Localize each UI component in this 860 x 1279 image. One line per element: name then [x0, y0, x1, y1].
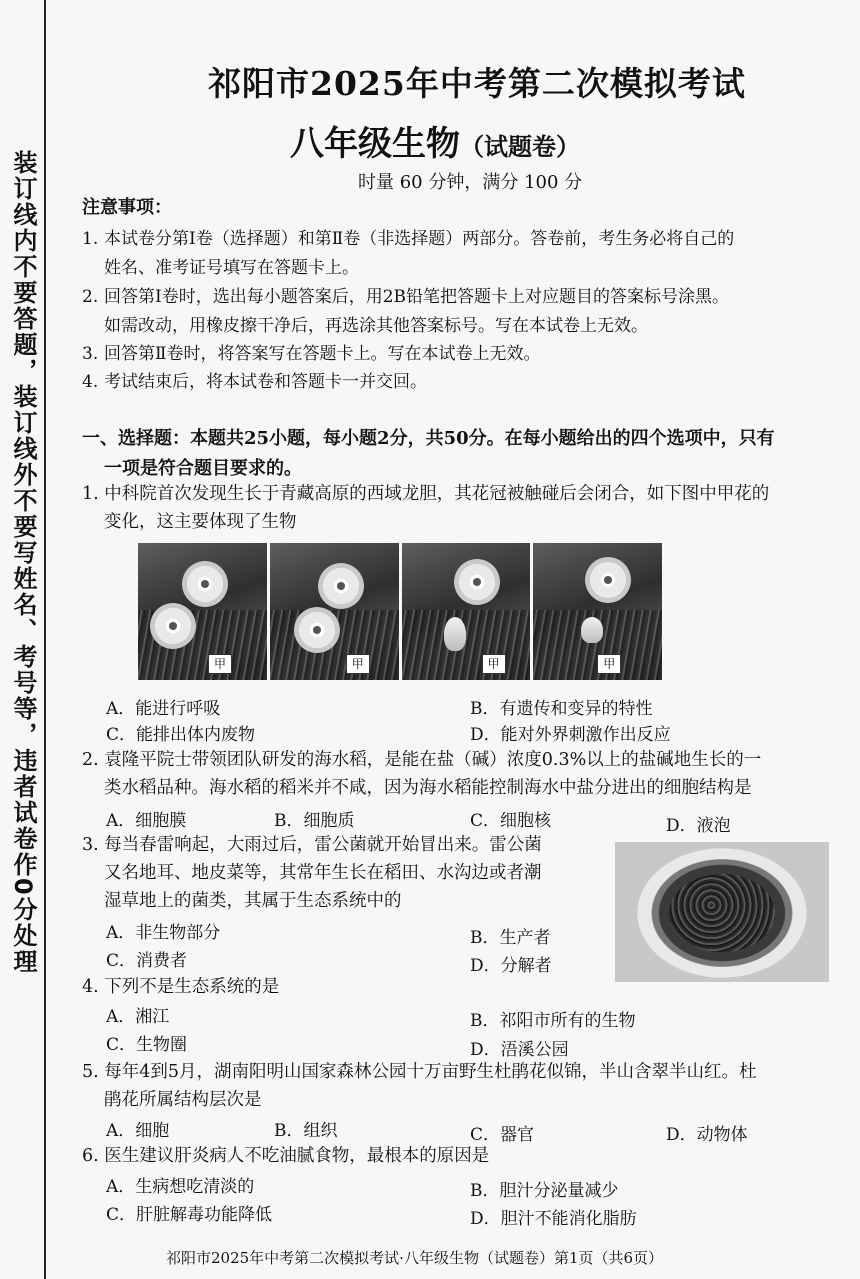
section-heading: 一、选择题：本题共25小题，每小题2分，共50分。在每小题给出的四个选项中，只有 一项是符合题目要求的。 — [82, 428, 775, 479]
binding-margin — [0, 0, 56, 1279]
option-c: C．细胞核 — [470, 811, 552, 831]
option-c: C．器官 — [470, 1125, 535, 1145]
option-d: D．动物体 — [666, 1125, 748, 1145]
note-item: 2. 回答第Ⅰ卷时，选出每小题答案后，用2B铅笔把答题卡上对应题目的答案标号涂黑。 如需改动，用橡皮擦干净后，再选涂其他答案标号。写在本试卷上无效。 — [82, 287, 730, 336]
gentian-flower-photos — [138, 543, 662, 680]
photo-tag: 甲 — [482, 654, 506, 674]
notes-heading: 注意事项： — [82, 197, 172, 218]
option-a: A．细胞 — [106, 1121, 170, 1141]
option-b: B．生产者 — [470, 928, 551, 948]
option-d: D．分解者 — [470, 956, 552, 976]
option-a: A．非生物部分 — [106, 923, 221, 943]
option-a: A．细胞膜 — [106, 811, 187, 831]
note-item: 1. 本试卷分第Ⅰ卷（选择题）和第Ⅱ卷（非选择题）两部分。答卷前，考生务必将自己的 姓名、准考证号填写在答题卡上。 — [82, 229, 735, 278]
photo-tag: 甲 — [597, 654, 621, 674]
option-c: C．能排出体内废物 — [106, 725, 256, 745]
option-d: D．能对外界刺激作出反应 — [470, 725, 671, 745]
subject-name: 八年级生物 — [290, 124, 460, 164]
option-a: A．能进行呼吸 — [106, 699, 221, 719]
note-item: 4. 考试结束后，将本试卷和答题卡一并交回。 — [82, 372, 427, 392]
option-c: C．生物圈 — [106, 1035, 188, 1055]
exam-meta: 时量 60 分钟，满分 100 分 — [358, 172, 583, 193]
option-c: C．肝脏解毒功能降低 — [106, 1205, 273, 1225]
photo-tag: 甲 — [346, 654, 370, 674]
option-a: A．湘江 — [106, 1007, 170, 1027]
option-b: B．胆汁分泌量减少 — [470, 1181, 619, 1201]
question-1-stem: 1. 中科院首次发现生长于青藏高原的西域龙胆，其花冠被触碰后会闭合，如下图中甲花的 变化，这主要体现了生物 — [82, 484, 770, 532]
subject-title — [290, 116, 580, 165]
option-b: B．有遗传和变异的特性 — [470, 699, 653, 719]
question-6-stem: 6. 医生建议肝炎病人不吃油腻食物，最根本的原因是 — [82, 1146, 490, 1166]
flower-photo — [533, 543, 662, 680]
photo-tag: 甲 — [208, 654, 232, 674]
option-d: D．浯溪公园 — [470, 1040, 569, 1060]
question-4-stem: 4. 下列不是生态系统的是 — [82, 977, 280, 997]
binding-warning-text: 装订线内不要答题，装订线外不要写姓名、考号等，违者试卷作0分处理 — [9, 150, 37, 975]
question-2-stem: 2. 袁隆平院士带领团队研发的海水稻，是能在盐（碱）浓度0.3%以上的盐碱地生长的一 类水稻品种。海水稻的稻米并不咸，因为海水稻能控制海水中盐分进出的细胞结构是 — [82, 750, 762, 798]
flower-photo — [138, 543, 267, 680]
question-3-stem: 3. 每当春雷响起，大雨过后，雷公菌就开始冒出来。雷公菌 又名地耳、地皮菜等，其常年生长在稻田、水沟边或者潮 湿草地上的菌类，其属于生态系统中的 — [82, 835, 542, 911]
option-b: B．组织 — [274, 1121, 338, 1141]
question-5-stem: 5. 每年4到5月，湖南阳明山国家森林公园十万亩野生杜鹃花似锦，半山含翠半山红。杜 鹃花所属结构层次是 — [82, 1062, 757, 1110]
option-b: B．细胞质 — [274, 811, 355, 831]
page-footer: 祁阳市2025年中考第二次模拟考试·八年级生物（试题卷）第1页（共6页） — [166, 1249, 664, 1267]
binding-line — [44, 0, 46, 1279]
option-c: C．消费者 — [106, 951, 188, 971]
option-d: D．胆汁不能消化脂肪 — [470, 1209, 637, 1229]
exam-title: 祁阳市2025年中考第二次模拟考试 — [208, 64, 746, 103]
note-item: 3. 回答第Ⅱ卷时，将答案写在答题卡上。写在本试卷上无效。 — [82, 344, 541, 364]
flower-photo — [270, 543, 399, 680]
option-b: B．祁阳市所有的生物 — [470, 1011, 636, 1031]
flower-photo — [402, 543, 531, 680]
leigong-mushroom-photo — [615, 842, 829, 982]
subject-suffix: （试题卷） — [460, 132, 580, 161]
option-a: A．生病想吃清淡的 — [106, 1177, 255, 1197]
option-d: D．液泡 — [666, 816, 731, 836]
